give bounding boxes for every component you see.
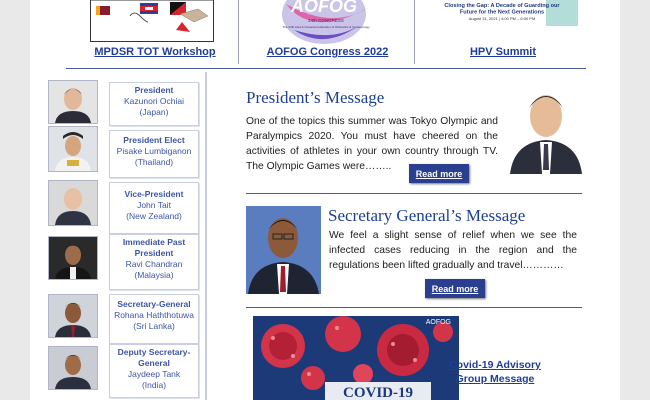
officer-card-vice-president — [109, 182, 199, 234]
officer-card-president-elect — [109, 130, 199, 178]
officer-country: (New Zealand) — [126, 211, 182, 221]
officer-photo-president — [48, 80, 98, 124]
aofog-logo-text: AOFOG — [291, 0, 357, 16]
covid-image-brand: AOFOG — [425, 319, 451, 326]
mpdsr-banner-image[interactable] — [90, 0, 214, 42]
officer-photo-immediate-past-president — [48, 236, 98, 280]
officer-immediate-past-president[interactable] — [40, 234, 198, 292]
officer-country: (India) — [141, 380, 167, 390]
president-read-more-button[interactable]: Read more — [409, 164, 469, 183]
officer-president[interactable] — [40, 78, 198, 126]
officers-sidebar — [40, 72, 198, 400]
officer-deputy-secretary-general[interactable] — [40, 344, 198, 400]
hpv-banner-date: August 31, 2021 | 4:00 PM – 6:00 PM — [468, 16, 536, 21]
top-divider-2 — [414, 0, 415, 64]
aofog-logo-sub2: The 24th Asia & Oceania Federation of Obstetrics & Gynaecology — [282, 25, 370, 29]
top-row-underline — [66, 68, 586, 69]
secretary-message-text: We feel a slight sense of relief when we see the infected cases reducing in the region and the regulations been lifted gradually and travel………… — [329, 230, 577, 271]
secretary-read-more-button[interactable]: Read more — [425, 279, 485, 298]
president-message-title: President’s Message — [246, 88, 385, 107]
officer-name: Pisake Lumbiganon — [116, 146, 192, 156]
mpdsr-cell — [70, 0, 240, 64]
officer-country: (Sri Lanka) — [133, 321, 175, 331]
hpv-cell — [416, 0, 590, 64]
officer-name: John Tait — [137, 200, 171, 210]
secretary-message-title: Secretary General’s Message — [328, 206, 526, 225]
officer-name: Jaydeep Tank — [127, 369, 181, 379]
president-divider — [246, 193, 582, 194]
officer-photo-deputy-secretary-general — [48, 346, 98, 390]
president-message-text: One of the topics this summer was Tokyo Olympic and Paralympics 2020. You must have cheered on the activities of athletes in your own country through TV. The Olympic Games were…….. — [246, 116, 498, 172]
officer-role: President — [134, 85, 174, 95]
aofog-logo-sub1: 24th CONGRESS — [308, 18, 344, 23]
hpv-summit-banner[interactable] — [428, 0, 578, 26]
officer-card-deputy-secretary-general — [109, 344, 199, 398]
officer-name: Rohana Haththotuwa — [114, 310, 194, 320]
officer-country: (Malaysia) — [134, 270, 174, 280]
officer-photo-vice-president — [48, 180, 98, 226]
aofog-congress-link[interactable]: AOFOG Congress 2022 — [266, 46, 389, 58]
covid-advisory-link[interactable]: Covid-19 Advisory Group Message — [449, 359, 541, 385]
officer-role: Immediate Past President — [122, 237, 186, 258]
officer-vice-president[interactable] — [40, 180, 198, 234]
officer-role: Deputy Secretary-General — [117, 347, 191, 368]
officer-secretary-general[interactable] — [40, 292, 198, 344]
aofog-congress-logo[interactable] — [272, 0, 382, 44]
president-portrait — [508, 84, 584, 174]
officer-name: Ravi Chandran — [125, 259, 183, 269]
aofog-cell — [240, 0, 415, 64]
covid-19-image[interactable] — [253, 316, 459, 400]
officer-card-immediate-past-president — [109, 234, 199, 290]
officer-role: Secretary-General — [117, 299, 191, 309]
secretary-divider — [246, 307, 582, 308]
officer-country: (Thailand) — [134, 157, 174, 167]
officer-role: Vice-President — [124, 189, 184, 199]
hpv-summit-link[interactable]: HPV Summit — [469, 46, 536, 58]
hpv-banner-line1: Closing the Gap: A Decade of Guarding our — [444, 3, 560, 9]
covid-image-caption: COVID-19 — [343, 385, 413, 400]
officer-photo-president-elect — [48, 126, 98, 172]
officer-photo-secretary-general — [48, 294, 98, 338]
secretary-general-portrait — [246, 206, 321, 294]
officer-president-elect[interactable] — [40, 124, 198, 180]
officer-country: (Japan) — [139, 107, 169, 117]
sidebar-divider — [205, 72, 207, 400]
hpv-banner-line2: Future for the Next Generations — [459, 9, 545, 16]
officer-role: President Elect — [123, 135, 185, 145]
mpdsr-link[interactable]: MPDSR TOT Workshop — [94, 46, 216, 58]
officer-name: Kazunori Ochiai — [123, 96, 184, 106]
officer-card-secretary-general — [109, 294, 199, 344]
officer-card-president — [109, 82, 199, 126]
top-divider-1 — [238, 0, 239, 64]
